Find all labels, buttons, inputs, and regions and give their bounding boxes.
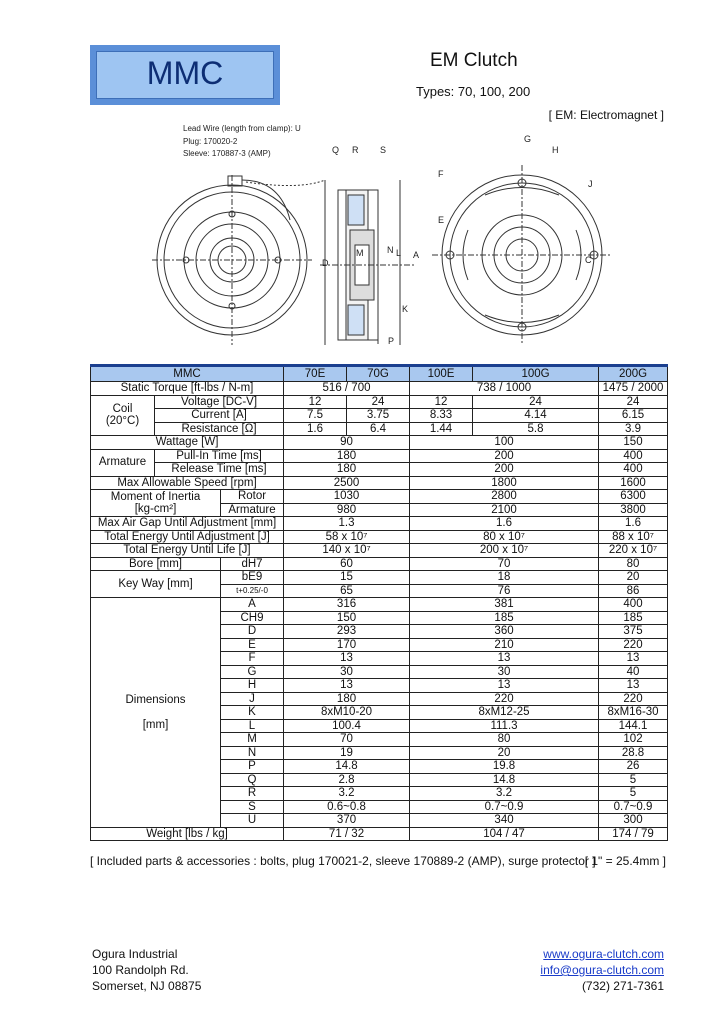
cell-value: 293 <box>284 625 410 639</box>
cell-value: 20 <box>599 571 668 585</box>
cell-value: 220 <box>599 638 668 652</box>
cell-value: 1.6 <box>410 517 599 531</box>
cell-value: 7.5 <box>284 409 347 423</box>
row-label-wattage: Wattage [W] <box>91 436 284 450</box>
dim-label-m: M <box>356 248 364 258</box>
row-label-energy-life: Total Energy Until Life [J] <box>91 544 284 558</box>
cell-value: 71 / 32 <box>284 827 410 841</box>
cell-value: 80 <box>410 733 599 747</box>
cell-value: 200 <box>410 449 599 463</box>
dimension-key: N <box>221 746 284 760</box>
cell-value: 1475 / 2000 <box>599 382 668 396</box>
row-label-energy-adjustment: Total Energy Until Adjustment [J] <box>91 530 284 544</box>
cell-value: 12 <box>284 395 347 409</box>
table-row <box>91 409 668 423</box>
row-label-current: Current [A] <box>155 409 284 423</box>
cell-value: 8xM10-20 <box>284 706 410 720</box>
cell-value: 13 <box>599 652 668 666</box>
dimension-key: G <box>221 665 284 679</box>
keyway-t-tolerance: t+0.25/-0 <box>221 584 284 598</box>
cell-value: 516 / 700 <box>284 382 410 396</box>
cell-value: 2800 <box>410 490 599 504</box>
unit-conversion-note: [ 1" = 25.4mm ] <box>584 854 666 868</box>
cell-value: 18 <box>410 571 599 585</box>
cell-value: 24 <box>473 395 599 409</box>
cell-value: 0.7~0.9 <box>599 800 668 814</box>
cell-value: 3.2 <box>284 787 410 801</box>
cell-value: 220 <box>599 692 668 706</box>
dim-label-s: S <box>380 145 387 155</box>
dim-label-l: L <box>396 248 402 258</box>
cell-value: 6.15 <box>599 409 668 423</box>
armature-view-labels <box>438 134 593 265</box>
cell-value: 14.8 <box>284 760 410 774</box>
cell-value: 3800 <box>599 503 668 517</box>
cell-value: 185 <box>410 611 599 625</box>
cell-value: 1.44 <box>410 422 473 436</box>
cell-value: 150 <box>599 436 668 450</box>
dim-label-j: J <box>588 179 593 189</box>
cell-value: 170 <box>284 638 410 652</box>
cell-value: 28.8 <box>599 746 668 760</box>
cell-value: 8xM12-25 <box>410 706 599 720</box>
cell-value: 360 <box>410 625 599 639</box>
cell-value: 13 <box>410 652 599 666</box>
keyway-b-tolerance: bE9 <box>221 571 284 585</box>
table-row <box>91 530 668 544</box>
dimensions-label: Dimensions <box>125 693 186 706</box>
product-logo-box <box>90 45 280 105</box>
cell-value: 375 <box>599 625 668 639</box>
cell-value: 30 <box>410 665 599 679</box>
cell-value: 1.3 <box>284 517 410 531</box>
company-address <box>92 946 201 994</box>
row-label-static-torque: Static Torque [ft-lbs / N-m] <box>91 382 284 396</box>
cell-value: 76 <box>410 584 599 598</box>
cell-value: 738 / 1000 <box>410 382 599 396</box>
dimension-key: P <box>221 760 284 774</box>
table-row <box>91 517 668 531</box>
dim-label-e: E <box>438 215 445 225</box>
cell-value: 3.75 <box>347 409 410 423</box>
cell-value: 8xM16-30 <box>599 706 668 720</box>
dimensions-block <box>91 598 668 828</box>
dimension-key: J <box>221 692 284 706</box>
row-label-rotor: Rotor <box>221 490 284 504</box>
cell-value: 104 / 47 <box>410 827 599 841</box>
table-row <box>91 571 668 585</box>
email-link[interactable]: info@ogura-clutch.com <box>540 963 664 977</box>
dim-label-d: D <box>322 258 329 268</box>
company-name: Ogura Industrial <box>92 947 178 961</box>
cell-value: 24 <box>599 395 668 409</box>
drawing-lead-wire-label: Lead Wire (length from clamp): U <box>183 124 301 133</box>
dimension-key: R <box>221 787 284 801</box>
dim-label-a: A <box>413 250 420 260</box>
cell-value: 400 <box>599 449 668 463</box>
cell-value: 370 <box>284 814 410 828</box>
cell-value: 100.4 <box>284 719 410 733</box>
cell-value: 1030 <box>284 490 410 504</box>
coil-temp-label: (20°C) <box>105 415 140 428</box>
cell-value: 86 <box>599 584 668 598</box>
drawing-plug-label: Plug: 170020-2 <box>183 137 238 146</box>
cell-value: 19 <box>284 746 410 760</box>
dimension-key: S <box>221 800 284 814</box>
table-row <box>91 449 668 463</box>
company-street: 100 Randolph Rd. <box>92 963 189 977</box>
dimension-key: F <box>221 652 284 666</box>
cell-value: 980 <box>284 503 410 517</box>
cell-value: 65 <box>284 584 410 598</box>
cell-value: 5 <box>599 787 668 801</box>
cell-value: 185 <box>599 611 668 625</box>
row-label-voltage: Voltage [DC-V] <box>155 395 284 409</box>
inertia-unit-label: [kg-cm²] <box>134 503 177 515</box>
row-group-armature: Armature <box>91 449 155 476</box>
company-city: Somerset, NJ 08875 <box>92 979 202 993</box>
row-label-release: Release Time [ms] <box>155 463 284 477</box>
cell-value: 220 x 10⁷ <box>599 544 668 558</box>
drawing-sleeve-label: Sleeve: 170887-3 (AMP) <box>183 149 271 158</box>
row-group-inertia <box>91 490 221 517</box>
dim-label-g: G <box>524 134 532 144</box>
row-label-bore: Bore [mm] <box>91 557 221 571</box>
cell-value: 200 <box>410 463 599 477</box>
cell-value: 13 <box>284 652 410 666</box>
cell-value: 6.4 <box>347 422 410 436</box>
cell-value: 19.8 <box>410 760 599 774</box>
dimension-key: E <box>221 638 284 652</box>
website-link[interactable]: www.ogura-clutch.com <box>543 947 664 961</box>
table-row <box>91 422 668 436</box>
dimension-key: L <box>221 719 284 733</box>
cell-value: 300 <box>599 814 668 828</box>
page-title: EM Clutch <box>430 50 518 71</box>
cell-value: 1.6 <box>284 422 347 436</box>
row-group-coil <box>91 395 155 436</box>
table-row <box>91 395 668 409</box>
cell-value: 70 <box>284 733 410 747</box>
cell-value: 26 <box>599 760 668 774</box>
cell-value: 180 <box>284 463 410 477</box>
spec-table <box>90 364 668 841</box>
dim-label-c: C <box>585 255 592 265</box>
cell-value: 140 x 10⁷ <box>284 544 410 558</box>
cell-value: 80 <box>599 557 668 571</box>
row-group-dimensions <box>91 598 221 828</box>
cell-value: 24 <box>347 395 410 409</box>
dim-label-k: K <box>402 304 409 314</box>
cell-value: 381 <box>410 598 599 612</box>
cell-value: 15 <box>284 571 410 585</box>
table-row <box>91 827 668 841</box>
cell-value: 220 <box>410 692 599 706</box>
cell-value: 4.14 <box>473 409 599 423</box>
cell-value: 12 <box>410 395 473 409</box>
header-200g: 200G <box>599 366 668 382</box>
row-label-armature-inertia: Armature <box>221 503 284 517</box>
table-row <box>91 598 668 612</box>
cell-value: 111.3 <box>410 719 599 733</box>
dimension-key: D <box>221 625 284 639</box>
header-100e: 100E <box>410 366 473 382</box>
cell-value: 400 <box>599 598 668 612</box>
cell-value: 88 x 10⁷ <box>599 530 668 544</box>
header-70e: 70E <box>284 366 347 382</box>
table-row <box>91 557 668 571</box>
included-parts-note: [ Included parts & accessories : bolts, plug 170021-2, sleeve 170889-2 (AMP), surge protector ] <box>90 854 596 868</box>
cell-value: 14.8 <box>410 773 599 787</box>
cell-value: 20 <box>410 746 599 760</box>
table-row <box>91 544 668 558</box>
cell-value: 0.7~0.9 <box>410 800 599 814</box>
cell-value: 70 <box>410 557 599 571</box>
cell-value: 3.2 <box>410 787 599 801</box>
row-group-keyway: Key Way [mm] <box>91 571 221 598</box>
dim-label-p: P <box>388 336 395 346</box>
cell-value: 210 <box>410 638 599 652</box>
row-label-max-speed: Max Allowable Speed [rpm] <box>91 476 284 490</box>
cell-value: 1600 <box>599 476 668 490</box>
cell-value: 90 <box>284 436 410 450</box>
cell-value: 1.6 <box>599 517 668 531</box>
dimension-key: Q <box>221 773 284 787</box>
cell-value: 400 <box>599 463 668 477</box>
table-header-row <box>91 366 668 382</box>
dim-label-q: Q <box>332 145 340 155</box>
bore-tolerance: dH7 <box>221 557 284 571</box>
cell-value: 13 <box>410 679 599 693</box>
company-contact <box>540 946 664 994</box>
technical-drawing <box>150 120 630 360</box>
dimension-key: U <box>221 814 284 828</box>
dimension-key: A <box>221 598 284 612</box>
cell-value: 6300 <box>599 490 668 504</box>
dimension-key: H <box>221 679 284 693</box>
cell-value: 174 / 79 <box>599 827 668 841</box>
cell-value: 200 x 10⁷ <box>410 544 599 558</box>
cell-value: 8.33 <box>410 409 473 423</box>
table-row <box>91 436 668 450</box>
cell-value: 100 <box>410 436 599 450</box>
dimension-key: CH9 <box>221 611 284 625</box>
cell-value: 40 <box>599 665 668 679</box>
cell-value: 316 <box>284 598 410 612</box>
header-100g: 100G <box>473 366 599 382</box>
table-row <box>91 382 668 396</box>
cell-value: 5.8 <box>473 422 599 436</box>
dim-label-r: R <box>352 145 359 155</box>
cell-value: 2100 <box>410 503 599 517</box>
section-view <box>320 180 415 345</box>
cell-value: 2500 <box>284 476 410 490</box>
cell-value: 1800 <box>410 476 599 490</box>
cell-value: 144.1 <box>599 719 668 733</box>
table-row <box>91 490 668 504</box>
cell-value: 102 <box>599 733 668 747</box>
cell-value: 0.6~0.8 <box>284 800 410 814</box>
row-label-air-gap: Max Air Gap Until Adjustment [mm] <box>91 517 284 531</box>
cell-value: 2.8 <box>284 773 410 787</box>
cell-value: 80 x 10⁷ <box>410 530 599 544</box>
dim-label-n: N <box>387 245 394 255</box>
em-legend-note: [ EM: Electromagnet ] <box>548 108 664 122</box>
dim-label-f: F <box>438 169 444 179</box>
header-70g: 70G <box>347 366 410 382</box>
row-label-pull-in: Pull-In Time [ms] <box>155 449 284 463</box>
cell-value: 180 <box>284 449 410 463</box>
cell-value: 13 <box>599 679 668 693</box>
inertia-label: Moment of Inertia <box>110 490 201 503</box>
front-view-left <box>152 175 325 345</box>
row-label-resistance: Resistance [Ω] <box>155 422 284 436</box>
cell-value: 180 <box>284 692 410 706</box>
coil-label: Coil <box>112 402 133 415</box>
dimension-key: K <box>221 706 284 720</box>
cell-value: 150 <box>284 611 410 625</box>
cell-value: 13 <box>284 679 410 693</box>
dim-label-h: H <box>552 145 559 155</box>
table-row <box>91 476 668 490</box>
dimension-key: M <box>221 733 284 747</box>
dimensions-unit-label: [mm] <box>142 718 169 731</box>
cell-value: 5 <box>599 773 668 787</box>
cell-value: 58 x 10⁷ <box>284 530 410 544</box>
row-label-weight: Weight [lbs / kg] <box>91 827 284 841</box>
cell-value: 3.9 <box>599 422 668 436</box>
cell-value: 30 <box>284 665 410 679</box>
types-subtitle: Types: 70, 100, 200 <box>416 84 531 99</box>
cell-value: 60 <box>284 557 410 571</box>
phone-number: (732) 271-7361 <box>581 979 664 993</box>
logo-text: MMC <box>146 55 224 91</box>
cell-value: 340 <box>410 814 599 828</box>
table-row <box>91 463 668 477</box>
header-model: MMC <box>91 366 284 382</box>
